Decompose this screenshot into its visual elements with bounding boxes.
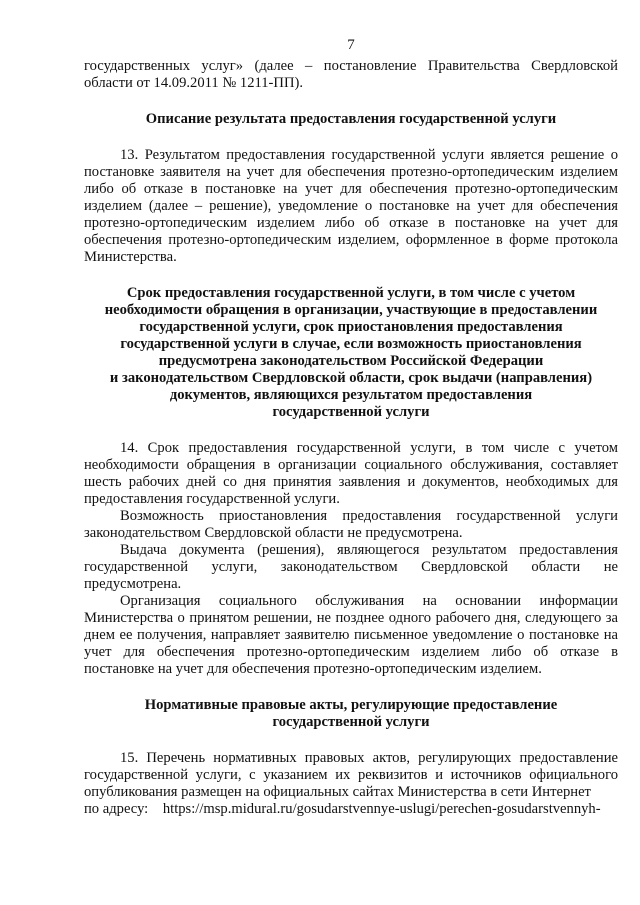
- heading-line: предусмотрена законодательством Российской Федерации: [158, 353, 544, 369]
- document-page: [84, 37, 618, 818]
- intro-paragraph: государственных услуг» (далее – постановление Правительства Свердловской области от 14.09.2011 № 1211-ПП).: [84, 58, 618, 91]
- paragraph-15-address: [84, 801, 618, 818]
- heading-line: документов, являющихся результатом предоставления: [169, 387, 533, 403]
- paragraph-suspension: Возможность приостановления предоставления государственной услуги законодательством Свердловской области не предусмотрена.: [84, 508, 618, 541]
- section-heading-legal-acts: [84, 697, 618, 731]
- address-prefix: по адресу:: [84, 801, 149, 817]
- paragraph-15: 15. Перечень нормативных правовых актов, регулирующих предоставление государственной услуги, с указанием их реквизитов и источников официального опубликования размещен на официальных сайтах Министерства в сети Интернет: [84, 750, 618, 800]
- heading-line: государственной услуги: [272, 714, 430, 730]
- paragraph-13: 13. Результатом предоставления государственной услуги является решение о постановке заявителя на учет для обеспечения протезно-ортопедическим изделием либо об отказе в постановке на учет для обеспечения протезно-ортопедическим изделием (далее – решение), уведомление о постановке на учет для обеспечения протезно-ортопедическим изделием либо об отказе в постановке на учет для обеспечения протезно-ортопедическим изделием, оформленное в форме протокола Министерства.: [84, 147, 618, 265]
- heading-line: Нормативные правовые акты, регулирующие предоставление: [144, 697, 558, 713]
- paragraph-issue: Выдача документа (решения), являющегося результатом предоставления государственной услуги, законодательством Свердловской области не предусмотрена.: [84, 542, 618, 592]
- paragraph-organization: Организация социального обслуживания на основании информации Министерства о принятом решении, не позднее одного рабочего дня, следующего за днем ее получения, направляет заявителю письменное уведомление о постановке на учет для обеспечения протезно-ортопедическим изделием либо об отказе в постановке на учет для обеспечения протезно-ортопедическим изделием.: [84, 593, 618, 677]
- section-heading-term: [84, 285, 618, 421]
- legal-acts-url[interactable]: https://msp.midural.ru/gosudarstvennye-uslugi/perechen-gosudarstvennyh-: [162, 801, 601, 817]
- section-heading-result: Описание результата предоставления государственной услуги: [145, 111, 557, 127]
- page-number: 7: [347, 37, 355, 53]
- heading-line: государственной услуги, срок приостановления предоставления: [139, 319, 563, 335]
- heading-line: необходимости обращения в организации, участвующие в предоставлении: [104, 302, 598, 318]
- paragraph-14: 14. Срок предоставления государственной услуги, в том числе с учетом необходимости обращения в организации социального обслуживания, составляет шесть рабочих дней со дня принятия заявления и документов, необходимых для предоставления государственной услуги.: [84, 440, 618, 507]
- heading-line: государственной услуги: [272, 404, 430, 420]
- heading-line: Срок предоставления государственной услуги, в том числе с учетом: [126, 285, 576, 301]
- heading-line: государственной услуги в случае, если возможность приостановления: [120, 336, 582, 352]
- heading-line: и законодательством Свердловской области, срок выдачи (направления): [109, 370, 593, 386]
